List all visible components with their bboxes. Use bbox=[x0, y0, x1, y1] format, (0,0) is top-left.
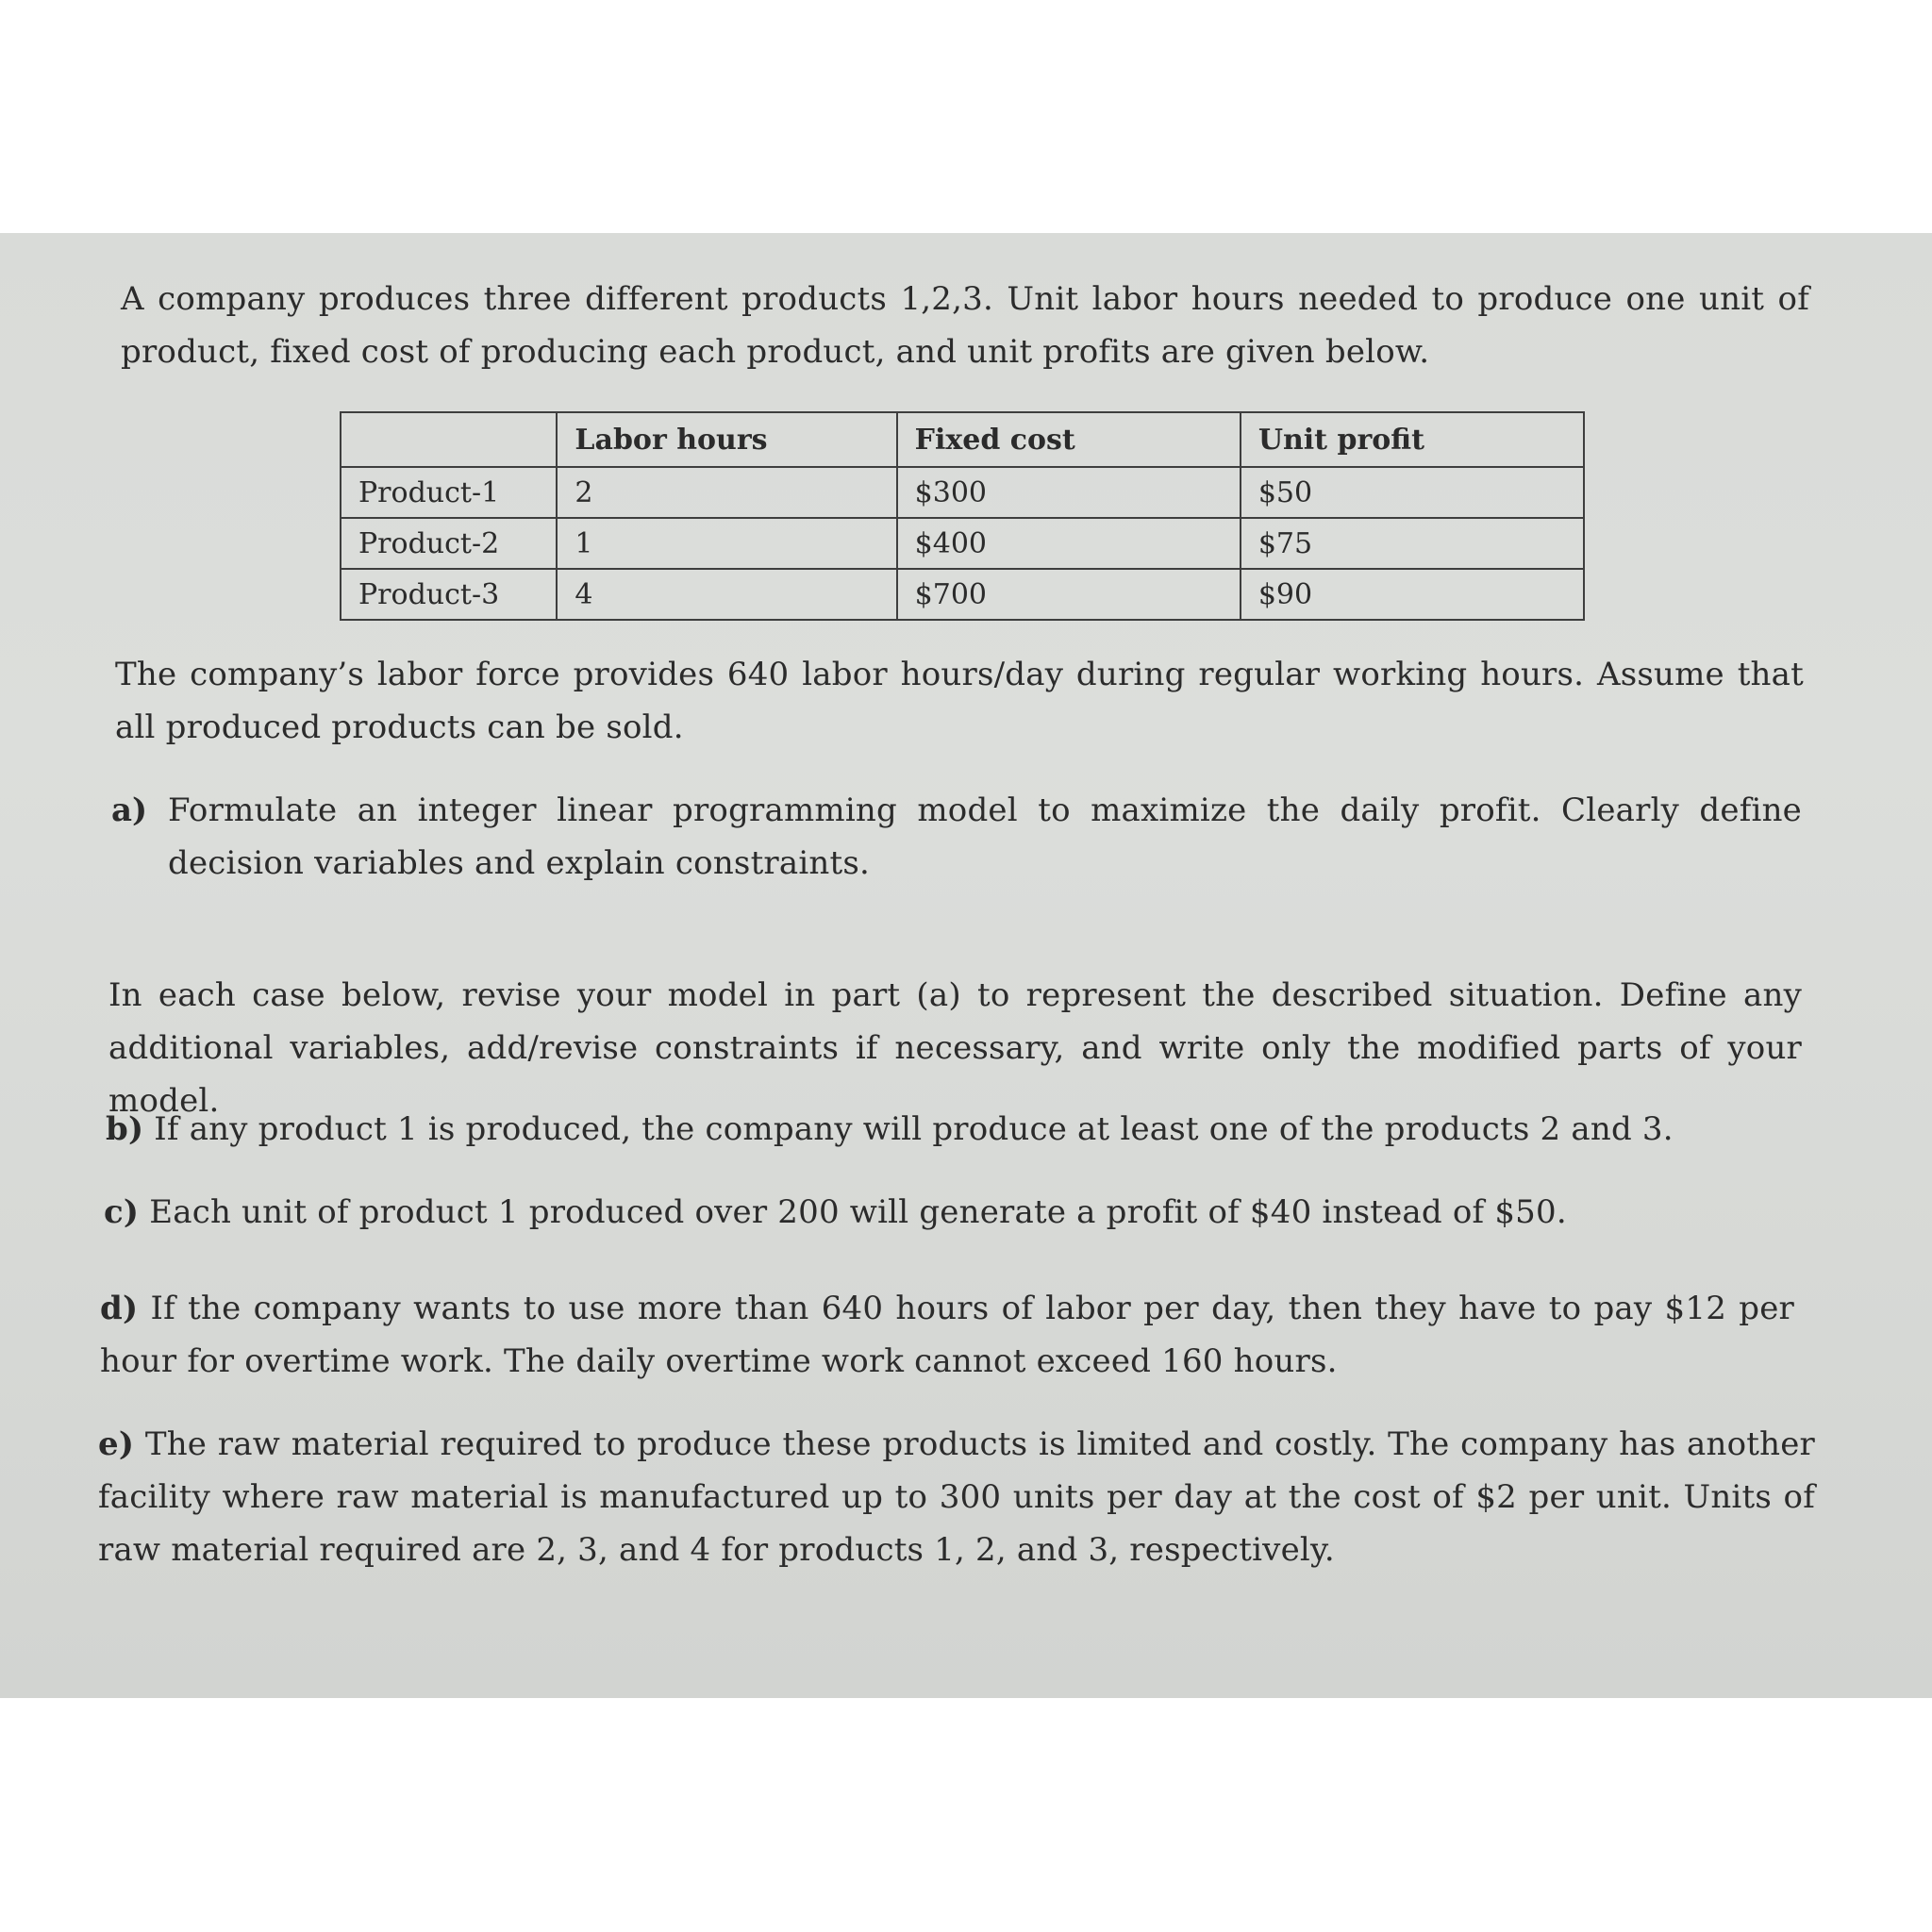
product-name-cell: Product-2 bbox=[341, 518, 557, 569]
part-d-label: d) bbox=[100, 1290, 139, 1327]
product-data-table bbox=[340, 411, 1585, 621]
table-header-empty bbox=[341, 412, 557, 467]
table-header-unit-profit: Unit profit bbox=[1241, 412, 1584, 467]
unit-profit-cell: $75 bbox=[1241, 518, 1584, 569]
table-header-row bbox=[341, 412, 1584, 467]
unit-profit-cell: $90 bbox=[1241, 569, 1584, 620]
part-d-question bbox=[100, 1282, 1794, 1388]
fixed-cost-cell: $300 bbox=[897, 467, 1241, 518]
part-b-question bbox=[106, 1103, 1794, 1156]
part-e-text: The raw material required to produce these products is limited and costly. The company has another facility where raw material is manufactured up to 300 units per day at the cost of $2 per unit. Units of raw material required are 2, 3, and 4 for products 1, 2, and 3, respectively. bbox=[98, 1425, 1815, 1569]
part-c-question bbox=[104, 1186, 1792, 1239]
part-b-text: If any product 1 is produced, the company will produce at least one of the products 2 and 3. bbox=[154, 1110, 1674, 1148]
part-e-label: e) bbox=[98, 1425, 135, 1463]
table-row bbox=[341, 518, 1584, 569]
fixed-cost-cell: $700 bbox=[897, 569, 1241, 620]
document-page bbox=[0, 233, 1932, 1698]
table-row bbox=[341, 467, 1584, 518]
intro-paragraph: A company produces three different products 1,2,3. Unit labor hours needed to produce one unit of product, fixed cost of producing each product, and unit profits are given below. bbox=[121, 280, 1809, 371]
table-header-fixed-cost: Fixed cost bbox=[897, 412, 1241, 467]
part-b-label: b) bbox=[106, 1110, 144, 1148]
part-a-label: a) bbox=[111, 791, 148, 829]
part-a-text: Formulate an integer linear programming model to maximize the daily profit. Clearly define decision variables and explain constraints. bbox=[168, 791, 1802, 882]
table-row bbox=[341, 569, 1584, 620]
unit-profit-cell: $50 bbox=[1241, 467, 1584, 518]
part-c-label: c) bbox=[104, 1193, 140, 1231]
fixed-cost-cell: $400 bbox=[897, 518, 1241, 569]
revise-intro-paragraph: In each case below, revise your model in part (a) to represent the described situation. Define any additional variables, add/revise constraints if necessary, and write only the modified parts of your model. bbox=[108, 976, 1802, 1120]
product-name-cell: Product-1 bbox=[341, 467, 557, 518]
table-header-labor-hours: Labor hours bbox=[557, 412, 896, 467]
labor-hours-cell: 1 bbox=[557, 518, 896, 569]
product-name-cell: Product-3 bbox=[341, 569, 557, 620]
part-c-text: Each unit of product 1 produced over 200 will generate a profit of $40 instead of $50. bbox=[149, 1193, 1567, 1231]
labor-note-paragraph: The company’s labor force provides 640 labor hours/day during regular working hours. Assume that all produced products can be sold. bbox=[115, 656, 1804, 746]
labor-hours-cell: 4 bbox=[557, 569, 896, 620]
part-e-question bbox=[98, 1418, 1815, 1576]
part-d-text: If the company wants to use more than 640 hours of labor per day, then they have to pay $12 per hour for overtime work. The daily overtime work cannot exceed 160 hours. bbox=[100, 1290, 1794, 1380]
labor-hours-cell: 2 bbox=[557, 467, 896, 518]
